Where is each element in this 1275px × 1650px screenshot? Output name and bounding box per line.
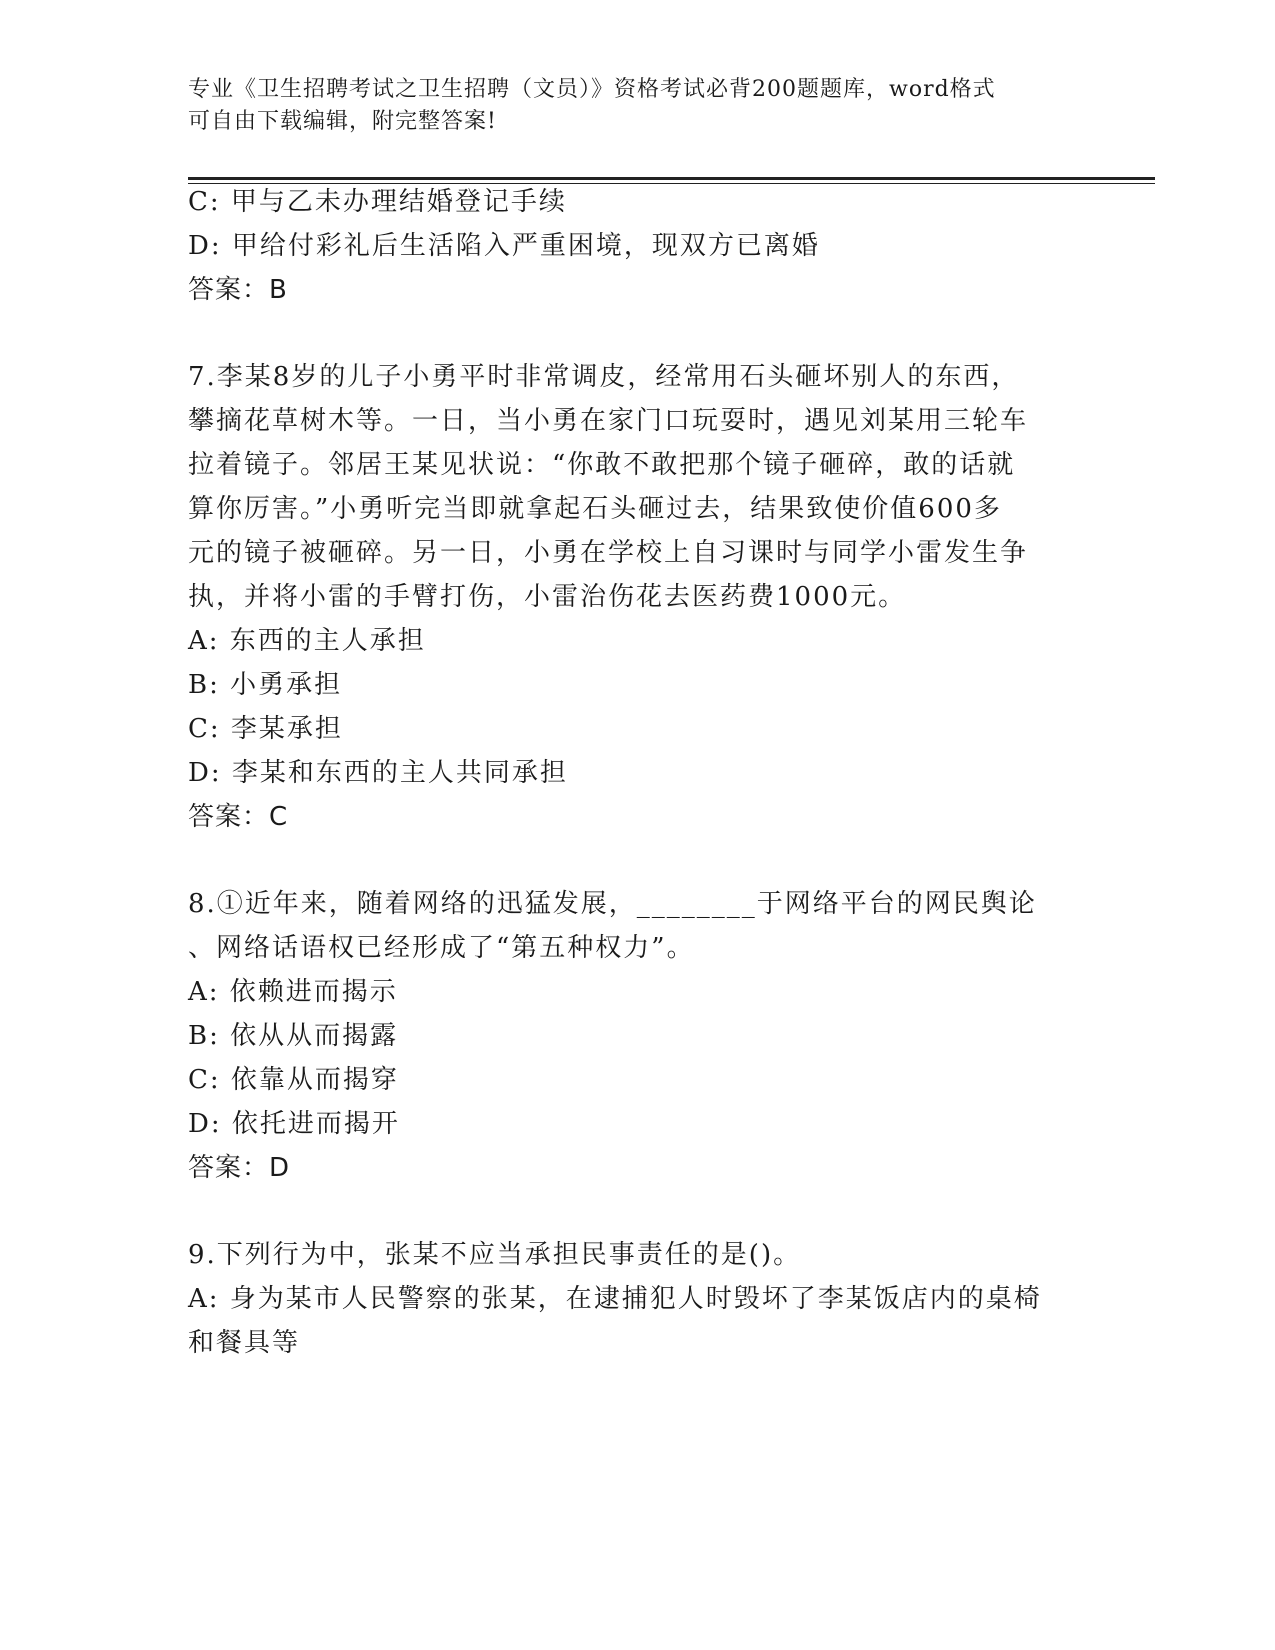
document-header — [188, 74, 1068, 138]
q7-answer: 答案：C — [188, 802, 289, 832]
header-divider-thick — [188, 177, 1155, 180]
q7-option-d: D: 李某和东西的主人共同承担 — [188, 758, 568, 788]
q7-stem-line: 拉着镜子。邻居王某见状说：“你敢不敢把那个镜子砸碎，敢的话就 — [188, 450, 1016, 480]
q9-option-a-line: A: 身为某市人民警察的张某，在逮捕犯人时毁坏了李某饭店内的桌椅 — [188, 1284, 1042, 1314]
header-title-line-1: 专业《卫生招聘考试之卫生招聘（文员）》资格考试必背200题题库，word格式 — [188, 77, 996, 102]
q9-option-a-line: 和餐具等 — [188, 1328, 301, 1358]
q7-stem-line: 元的镜子被砸碎。另一日，小勇在学校上自习课时与同学小雷发生争 — [188, 538, 1029, 568]
q9-stem: 9.下列行为中，张某不应当承担民事责任的是()。 — [188, 1240, 802, 1270]
q6-answer: 答案：B — [188, 275, 288, 305]
header-title-line-2: 可自由下载编辑，附完整答案! — [188, 109, 497, 134]
q8-stem-line: 8.①近年来，随着网络的迅猛发展，________于网络平台的网民舆论 — [188, 889, 1037, 919]
q6-option-c: C: 甲与乙未办理结婚登记手续 — [188, 187, 567, 217]
q8-stem-line: 、网络话语权已经形成了“第五种权力”。 — [188, 933, 695, 963]
q7-stem-line: 7.李某8岁的儿子小勇平时非常调皮，经常用石头砸坏别人的东西， — [188, 362, 1020, 392]
q8-answer: 答案：D — [188, 1153, 291, 1183]
q7-stem-line: 攀摘花草树木等。一日，当小勇在家门口玩耍时，遇见刘某用三轮车 — [188, 406, 1029, 436]
q7-stem-line: 执，并将小雷的手臂打伤，小雷治伤花去医药费1000元。 — [188, 582, 907, 612]
q7-stem-line: 算你厉害。”小勇听完当即就拿起石头砸过去，结果致使价值600多 — [188, 494, 1002, 524]
q6-option-d: D: 甲给付彩礼后生活陷入严重困境，现双方已离婚 — [188, 231, 820, 261]
q8-option-c: C: 依靠从而揭穿 — [188, 1065, 399, 1095]
q7-option-b: B: 小勇承担 — [188, 670, 343, 700]
q8-option-d: D: 依托进而揭开 — [188, 1109, 400, 1139]
q7-option-a: A: 东西的主人承担 — [188, 626, 426, 656]
q8-option-b: B: 依从从而揭露 — [188, 1021, 399, 1051]
q8-option-a: A: 依赖进而揭示 — [188, 977, 398, 1007]
q7-option-c: C: 李某承担 — [188, 714, 343, 744]
